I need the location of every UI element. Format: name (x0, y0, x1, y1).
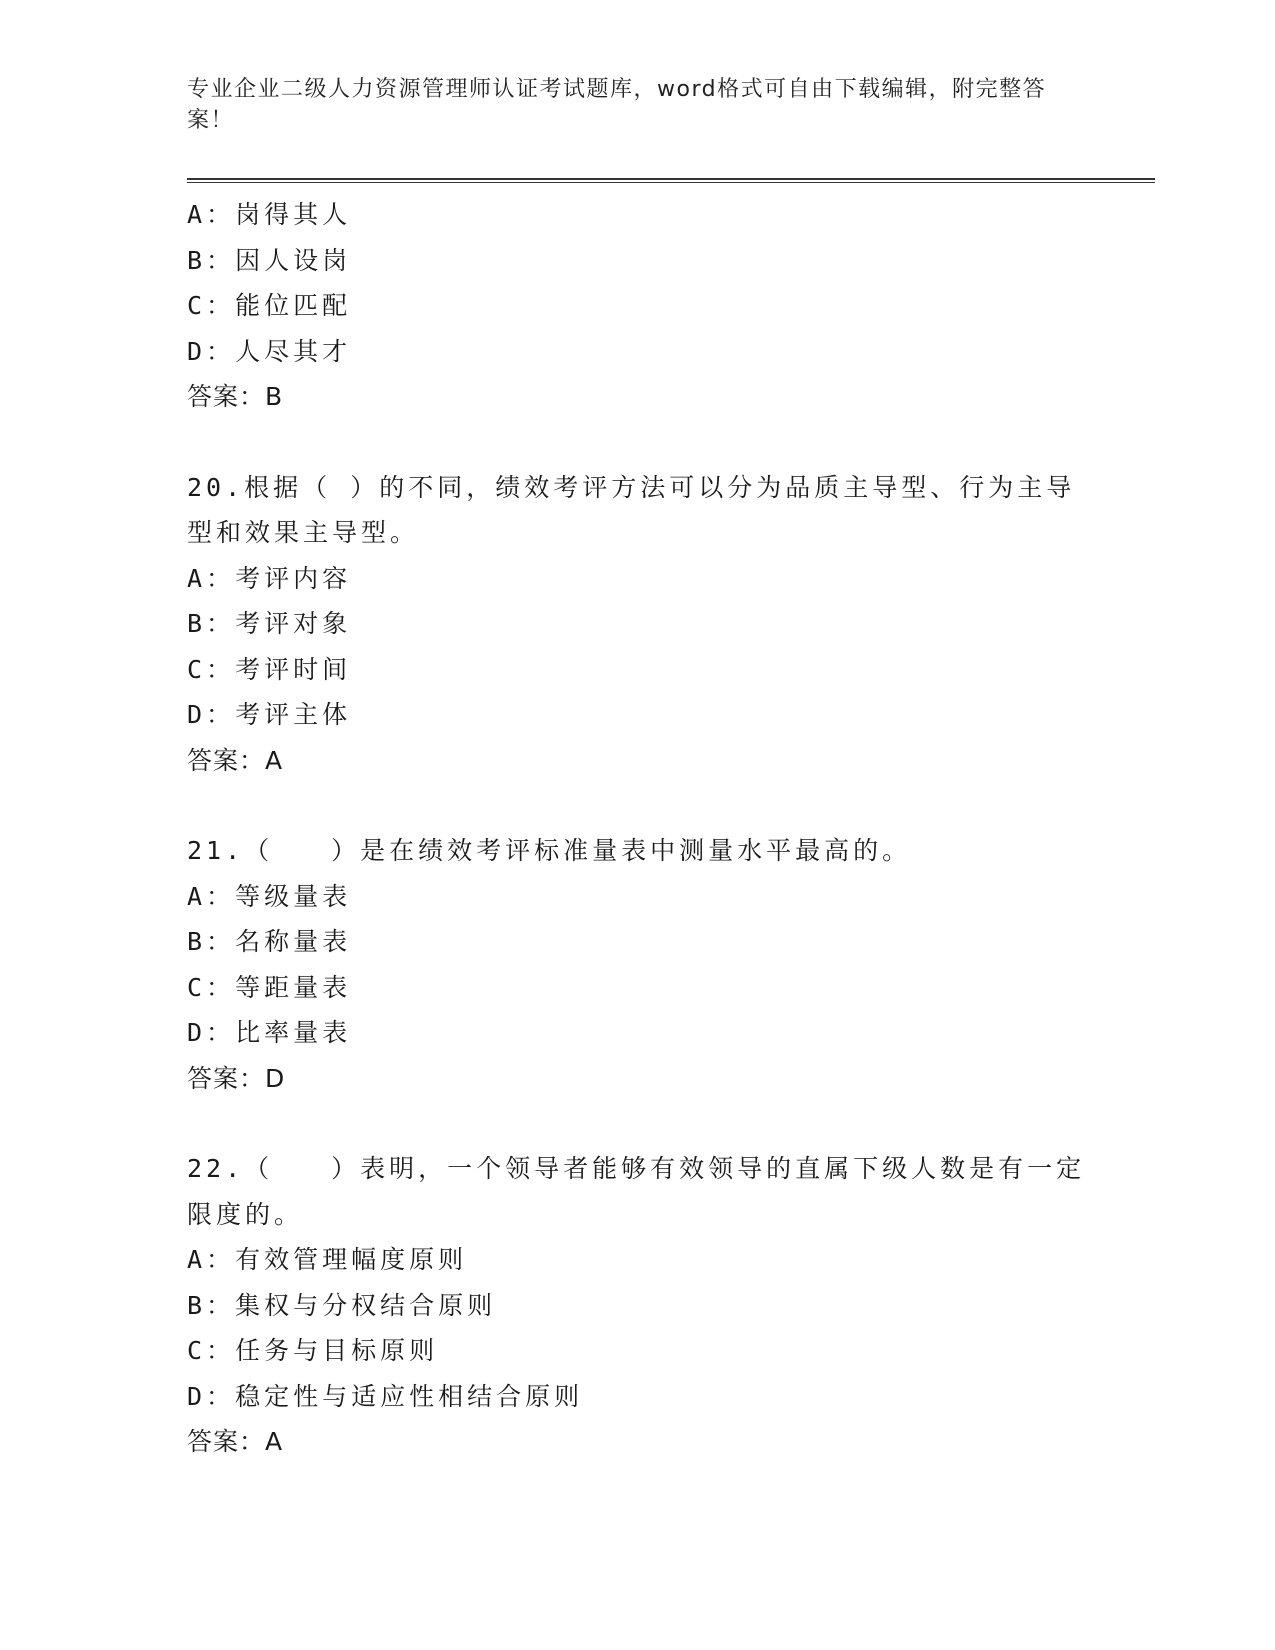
answer-value: A (265, 745, 284, 775)
option-d (187, 1374, 1087, 1420)
option-letter: C： (187, 654, 236, 684)
option-text: 比率量表 (235, 1018, 352, 1047)
option-letter: A： (187, 200, 236, 229)
option-d (187, 1010, 1087, 1056)
option-letter: B： (187, 1290, 236, 1320)
option-text: 岗得其人 (235, 200, 352, 229)
question-20 (187, 465, 1087, 784)
option-text: 集权与分权结合原则 (235, 1290, 497, 1320)
answer-line (187, 1056, 1087, 1102)
option-text: 人尽其才 (235, 336, 352, 366)
question-stem: 21.（ ）是在绩效考评标准量表中测量水平最高的。 (187, 836, 912, 865)
option-letter: C： (187, 291, 236, 320)
option-letter: D： (187, 336, 236, 366)
option-text: 等级量表 (235, 881, 352, 911)
option-letter: C： (187, 972, 236, 1002)
option-text: 考评时间 (235, 654, 352, 684)
option-letter: A： (187, 1245, 236, 1274)
spacer (187, 420, 1087, 465)
option-c (187, 1328, 1087, 1374)
option-text: 考评对象 (235, 609, 352, 638)
option-a (187, 874, 1087, 920)
option-d (187, 329, 1087, 375)
option-letter: B： (187, 927, 236, 956)
option-text: 等距量表 (235, 972, 352, 1002)
option-text: 稳定性与适应性相结合原则 (235, 1381, 584, 1411)
option-text: 任务与目标原则 (235, 1336, 439, 1365)
option-text: 因人设岗 (235, 245, 352, 275)
option-letter: A： (187, 881, 236, 911)
answer-value: D (265, 1063, 286, 1093)
option-a (187, 556, 1087, 602)
option-letter: D： (187, 1381, 236, 1411)
option-letter: B： (187, 609, 236, 638)
option-letter: B： (187, 245, 236, 275)
option-b (187, 919, 1087, 965)
question-21 (187, 828, 1087, 1101)
option-text: 有效管理幅度原则 (235, 1245, 468, 1274)
answer-line (187, 374, 1087, 420)
option-letter: D： (187, 1018, 236, 1047)
option-b (187, 601, 1087, 647)
option-b (187, 1283, 1087, 1329)
answer-line (187, 1419, 1087, 1465)
question-22 (187, 1146, 1087, 1465)
question-stem: 20.根据（ ）的不同，绩效考评方法可以分为品质主导型、行为主导型和效果主导型。 (187, 472, 1076, 547)
option-c (187, 283, 1087, 329)
header-divider (187, 178, 1155, 180)
question-list (187, 192, 1087, 1465)
answer-value: B (265, 382, 284, 411)
option-c (187, 647, 1087, 693)
answer-value: A (265, 1427, 284, 1456)
question-stem: 22.（ ）表明，一个领导者能够有效领导的直属下级人数是有一定限度的。 (187, 1154, 1086, 1229)
page-header: 专业企业二级人力资源管理师认证考试题库，word格式可自由下载编辑，附完整答案！ (187, 77, 1047, 133)
header-divider-thin (187, 182, 1155, 183)
option-b (187, 238, 1087, 284)
spacer (187, 783, 1087, 828)
option-letter: C： (187, 1336, 236, 1365)
option-letter: D： (187, 700, 236, 729)
option-c (187, 965, 1087, 1011)
option-d (187, 692, 1087, 738)
question-19-continuation (187, 192, 1087, 420)
option-text: 名称量表 (235, 927, 352, 956)
spacer (187, 1101, 1087, 1146)
option-a (187, 1237, 1087, 1283)
option-letter: A： (187, 563, 236, 593)
answer-label: 答案： (187, 382, 266, 411)
option-text: 能位匹配 (235, 291, 352, 320)
answer-line (187, 738, 1087, 784)
answer-label: 答案： (187, 1427, 266, 1456)
answer-label: 答案： (187, 745, 266, 775)
option-text: 考评主体 (235, 700, 352, 729)
option-a (187, 192, 1087, 238)
answer-label: 答案： (187, 1063, 266, 1093)
option-text: 考评内容 (235, 563, 352, 593)
